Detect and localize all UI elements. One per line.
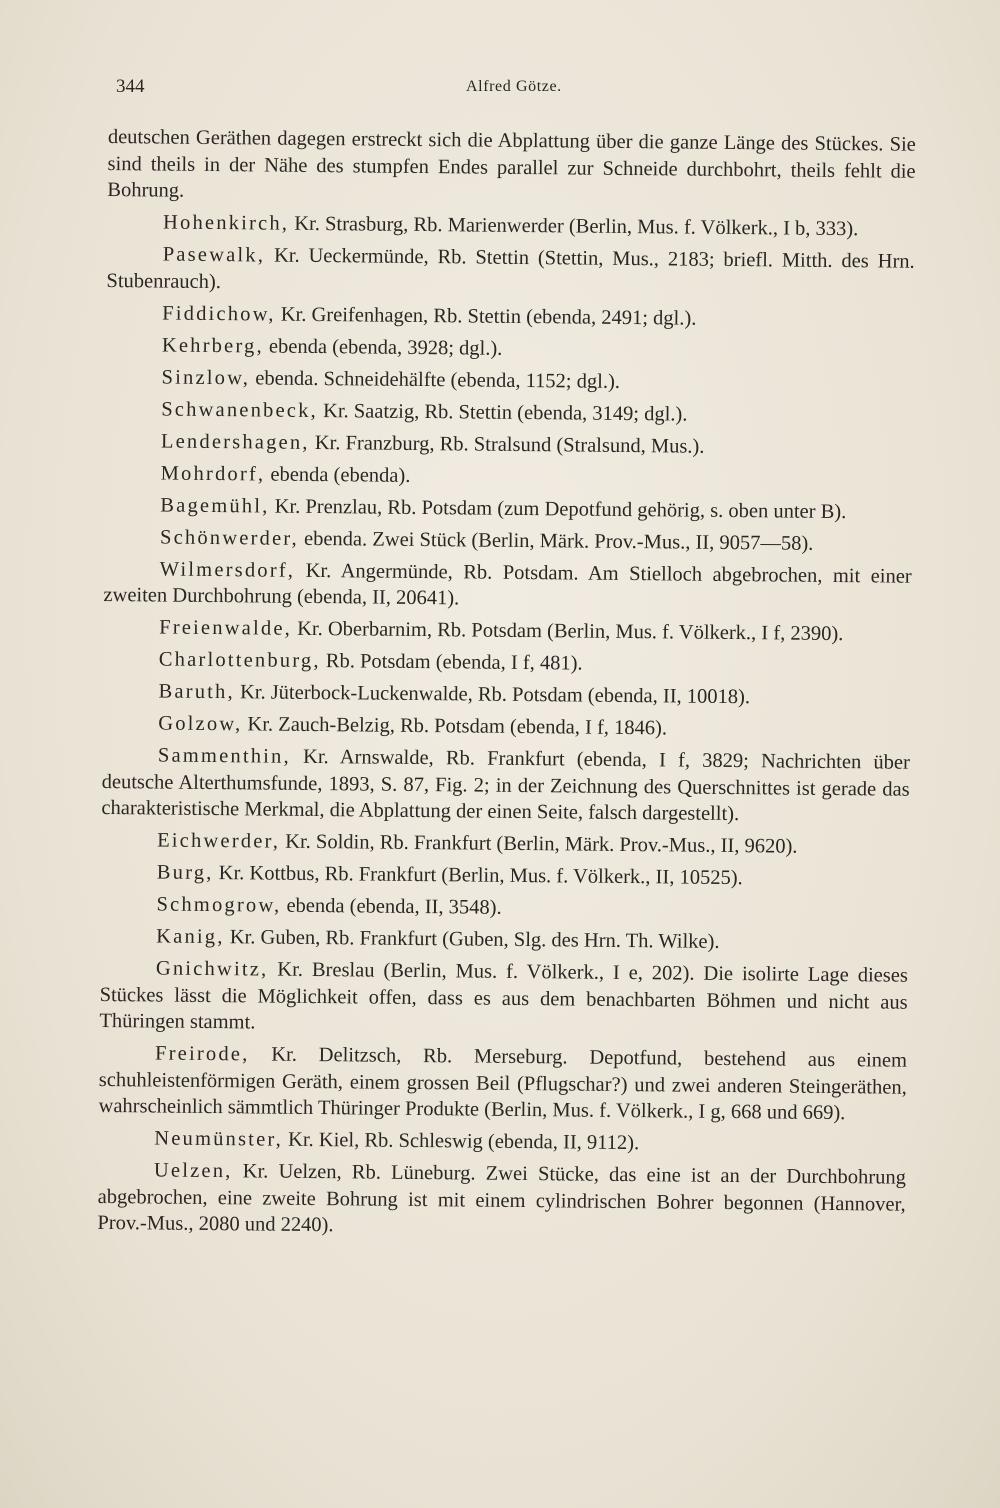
place-name: Eichwerder, [157, 829, 281, 853]
entry-text: Kr. Guben, Rb. Frankfurt (Guben, Slg. des Hrn. Th. Wilke). [224, 926, 720, 953]
page-header [116, 76, 926, 106]
entry-text: Kr. Saatzig, Rb. Stettin (ebenda, 3149; dgl.). [317, 399, 688, 426]
entry-text: Kr. Kottbus, Rb. Frankfurt (Berlin, Mus. f. Völkerk., II, 10525). [213, 862, 743, 890]
catalog-entry [104, 491, 912, 525]
entry-text: Kr. Jüterbock-Luckenwalde, Rb. Potsdam (ebenda, II, 10018). [234, 681, 751, 709]
place-name: Uelzen, [153, 1159, 233, 1183]
place-name: Freirode, [154, 1042, 250, 1066]
entry-text: Kr. Strasburg, Rb. Marienwerder (Berlin, Mus. f. Völkerk., I b, 333). [289, 212, 859, 241]
catalog-entry [107, 209, 915, 243]
catalog-entry [101, 742, 910, 829]
entry-text: Rb. Potsdam (ebenda, I f, 481). [320, 650, 583, 675]
entry-text: Kr. Arnswalde, Rb. Frankfurt (ebenda, I f, 3829; Nachrichten über deutsche Alterthumsfunde, 1893, S. 87, Fig. 2; in der Zeichnung des Querschnittes ist gerade das charakteristische Merkmal, die Abplattung der einen Seite, falsch dargestellt). [101, 745, 911, 826]
catalog-entry [106, 241, 914, 302]
catalog-entry [103, 555, 911, 616]
place-name: Charlottenburg, [158, 648, 321, 673]
entry-text: Kr. Uelzen, Rb. Lüneburg. Zwei Stücke, das eine ist an der Durchbohrung abgebrochen, eine zweite Bohrung ist mit einem cylindrischen Bohrer begonnen (Hannover, Prov.-Mus., 2080 und 2240). [97, 1160, 907, 1237]
place-name: Schmogrow, [156, 893, 282, 917]
place-name: Golzow, [158, 712, 243, 736]
page-number: 344 [116, 76, 145, 97]
entry-text: ebenda (ebenda, II, 3548). [281, 894, 502, 919]
running-head: Alfred Götze. [466, 78, 562, 95]
entry-text: Kr. Zauch-Belzig, Rb. Potsdam (ebenda, I f, 1846). [242, 713, 668, 740]
entry-text: Kr. Greifenhagen, Rb. Stettin (ebenda, 2491; dgl.). [275, 303, 697, 330]
catalog-entry [106, 331, 914, 365]
catalog-entry [103, 646, 911, 680]
entry-text: Kr. Ueckermünde, Rb. Stettin (Stettin, Mus., 2183; briefl. Mitth. des Hrn. Stubenrauch). [106, 244, 915, 293]
catalog-entry [104, 523, 912, 557]
catalog-entry [105, 395, 913, 429]
catalog-entry [100, 891, 908, 925]
place-name: Sammenthin, [157, 744, 292, 768]
place-name: Hohenkirch, [162, 211, 290, 235]
place-name: Mohrdorf, [160, 462, 266, 486]
place-name: Neumünster, [154, 1127, 284, 1151]
catalog-entry [105, 427, 913, 461]
place-name: Pasewalk, [162, 243, 266, 267]
catalog-entry [101, 827, 909, 861]
entry-text: Kr. Oberbarnim, Rb. Potsdam (Berlin, Mus. f. Völkerk., I f, 2390). [291, 617, 844, 646]
catalog-entry [99, 955, 908, 1042]
entry-text: Kr. Breslau (Berlin, Mus. f. Völkerk., I e, 202). Die isolirte Lage dieses Stückes lässt die Möglichkeit offen, dass es aus dem benachbarten Böhmen und nicht aus Thüringen stammt. [99, 958, 908, 1034]
catalog-entry [98, 1040, 907, 1127]
catalog-entry [103, 614, 911, 648]
entry-text: ebenda. Zwei Stück (Berlin, Märk. Prov.-Mus., II, 9057—58). [298, 527, 814, 555]
place-name: Lendershagen, [160, 430, 310, 454]
catalog-entry [107, 124, 916, 211]
place-name: Schönwerder, [159, 526, 300, 550]
entry-text: Kr. Franzburg, Rb. Stralsund (Stralsund, Mus.). [309, 431, 705, 458]
place-name: Freienwalde, [159, 616, 293, 640]
entry-text: Kr. Prenzlau, Rb. Potsdam (zum Depotfund gehörig, s. oben unter B). [269, 495, 847, 523]
entry-text: ebenda. Schneidehälfte (ebenda, 1152; dgl.). [250, 366, 621, 393]
catalog-entry [102, 678, 910, 712]
catalog-entry [100, 923, 908, 957]
place-name: Schwanenbeck, [161, 398, 319, 422]
place-name: Gnichwitz, [155, 957, 269, 981]
catalog-entry [101, 859, 909, 893]
catalog-entry [105, 459, 913, 493]
catalog-entry [97, 1157, 906, 1244]
body-text [97, 124, 916, 1250]
entry-text: Kr. Soldin, Rb. Frankfurt (Berlin, Märk. Prov.-Mus., II, 9620). [279, 830, 798, 858]
catalog-entry [106, 299, 914, 333]
catalog-entry [105, 363, 913, 397]
entry-text: Kr. Kiel, Rb. Schleswig (ebenda, II, 9112). [282, 1128, 640, 1155]
place-name: Kehrberg, [161, 334, 264, 358]
place-name: Baruth, [158, 680, 235, 704]
place-name: Burg, [156, 861, 214, 885]
place-name: Sinzlow, [161, 366, 251, 389]
place-name: Wilmersdorf, [159, 558, 296, 582]
catalog-entry [102, 710, 910, 744]
entry-text: deutschen Geräthen dagegen erstreckt sich die Abplattung über die ganze Länge des Stückes. Sie sind theils in der Nähe des stumpfen Endes parallel zur Schneide durchbohrt, theils fehlt die Bohrung. [107, 125, 916, 202]
entry-text: Kr. Delitzsch, Rb. Merseburg. Depotfund, bestehend aus einem schuhleistenförmigen Geräth, einem grossen Beil (Pflugschar?) und zwei anderen Steingeräthen, wahrscheinlich sämmtlich Thüringer Produkte (Berlin, Mus. f. Völkerk., I g, 668 und 669). [98, 1043, 908, 1125]
place-name: Kanig, [156, 925, 225, 949]
place-name: Fiddichow, [162, 302, 276, 326]
catalog-entry [98, 1125, 906, 1159]
place-name: Bagemühl, [160, 494, 270, 518]
entry-text: ebenda (ebenda). [265, 463, 411, 487]
entry-text: ebenda (ebenda, 3928; dgl.). [263, 335, 503, 360]
entry-text: Kr. Angermünde, Rb. Potsdam. Am Stielloch abgebrochen, mit einer zweiten Durchbohrung (ebenda, II, 20641). [103, 559, 912, 610]
